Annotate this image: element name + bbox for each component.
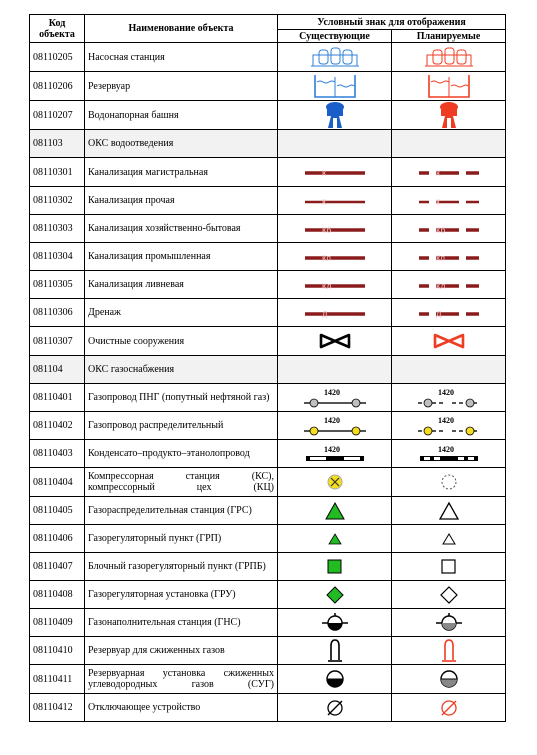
sewer-line-planned — [392, 299, 506, 327]
sewer-line-planned — [392, 271, 506, 299]
water-tower-icon-planned — [392, 101, 506, 130]
object-code: 08110303 — [30, 215, 85, 243]
gas-pipe-dist-planned — [392, 412, 506, 440]
rows-body — [30, 43, 506, 722]
object-name: Очистные сооружения — [85, 327, 278, 356]
table-row — [30, 694, 506, 722]
object-code: 08110304 — [30, 243, 85, 271]
gns-icon-existing — [278, 609, 392, 637]
object-code: 08110406 — [30, 525, 85, 553]
empty-symbol-cell — [278, 130, 392, 158]
table-row — [30, 525, 506, 553]
planned-header: Планируемые — [392, 30, 506, 43]
svg-text:К: К — [435, 169, 441, 178]
table-row — [30, 637, 506, 665]
symbol-header: Условный знак для отображения — [278, 15, 506, 30]
sug-icon-planned — [392, 665, 506, 694]
diamond-icon-existing — [278, 581, 392, 609]
object-code: 08110403 — [30, 440, 85, 468]
svg-text:1420: 1420 — [437, 387, 454, 397]
svg-text:Д: Д — [321, 309, 327, 319]
sewer-line-existing — [278, 299, 392, 327]
gas-pipe-dist-existing — [278, 412, 392, 440]
triangle-large-icon-planned — [392, 497, 506, 525]
svg-text:Кб: Кб — [321, 225, 331, 235]
shutoff-icon-planned — [392, 694, 506, 722]
section-row — [30, 356, 506, 384]
object-name: Канализация прочая — [85, 187, 278, 215]
object-code: 08110405 — [30, 497, 85, 525]
svg-text:Кл: Кл — [435, 281, 445, 291]
compressor-icon-planned — [392, 468, 506, 497]
table-row — [30, 497, 506, 525]
table-row — [30, 187, 506, 215]
table-row — [30, 468, 506, 497]
object-name: Блочный газорегуляторный пункт (ГРПБ) — [85, 553, 278, 581]
reservoir-icon-existing — [278, 72, 392, 101]
gas-pipe-png-existing — [278, 384, 392, 412]
sug-icon-existing — [278, 665, 392, 694]
triangle-small-icon-existing — [278, 525, 392, 553]
object-code: 08110410 — [30, 637, 85, 665]
svg-text:1420: 1420 — [323, 387, 340, 397]
table-row — [30, 72, 506, 101]
treatment-bowtie-icon-existing — [278, 327, 392, 356]
sewer-line-planned — [392, 158, 506, 187]
gas-pipe-png-planned — [392, 384, 506, 412]
object-name: Резервуар — [85, 72, 278, 101]
sewer-line-existing — [278, 271, 392, 299]
object-name: Газорегуляторная установка (ГРУ) — [85, 581, 278, 609]
object-code: 08110305 — [30, 271, 85, 299]
table-row — [30, 101, 506, 130]
code-header: Код объекта — [30, 15, 85, 43]
object-name: Резервуар для сжиженных газов — [85, 637, 278, 665]
sewer-line-existing — [278, 158, 392, 187]
object-name: Отключающее устройство — [85, 694, 278, 722]
table-row — [30, 243, 506, 271]
object-code: 08110205 — [30, 43, 85, 72]
object-name: Газорегуляторный пункт (ГРП) — [85, 525, 278, 553]
empty-symbol-cell — [278, 356, 392, 384]
object-name: Канализация магистральная — [85, 158, 278, 187]
object-code: 08110207 — [30, 101, 85, 130]
water-tower-icon-existing — [278, 101, 392, 130]
table-row — [30, 553, 506, 581]
object-code: 08110412 — [30, 694, 85, 722]
sewer-line-planned — [392, 215, 506, 243]
object-name: Насосная станция — [85, 43, 278, 72]
object-name: ОКС газоснабжения — [85, 356, 278, 384]
object-name: Газопровод распределительный — [85, 412, 278, 440]
table-row — [30, 299, 506, 327]
svg-text:К: К — [321, 197, 327, 207]
object-name: ОКС водоотведения — [85, 130, 278, 158]
reservoir-icon-planned — [392, 72, 506, 101]
svg-text:1420: 1420 — [437, 444, 454, 454]
square-icon-existing — [278, 553, 392, 581]
gns-icon-planned — [392, 609, 506, 637]
section-row — [30, 130, 506, 158]
sewer-line-thin-existing — [278, 187, 392, 215]
svg-text:Кп: Кп — [435, 253, 445, 263]
sewer-line-planned — [392, 243, 506, 271]
table-row — [30, 581, 506, 609]
sewer-line-existing — [278, 215, 392, 243]
object-code: 08110306 — [30, 299, 85, 327]
object-code: 081103 — [30, 130, 85, 158]
svg-text:Кп: Кп — [321, 253, 331, 263]
table-row — [30, 412, 506, 440]
sewer-line-existing — [278, 243, 392, 271]
table-row — [30, 327, 506, 356]
svg-text:1420: 1420 — [323, 415, 340, 425]
object-name: Канализация ливневая — [85, 271, 278, 299]
object-code: 08110302 — [30, 187, 85, 215]
object-code: 08110402 — [30, 412, 85, 440]
object-code: 08110206 — [30, 72, 85, 101]
table-row — [30, 609, 506, 637]
table-row — [30, 158, 506, 187]
condensate-pipe-existing — [278, 440, 392, 468]
symbols-table — [29, 14, 506, 722]
square-icon-planned — [392, 553, 506, 581]
table-row — [30, 665, 506, 694]
object-name: Газопровод ПНГ (попутный нефтяной газ) — [85, 384, 278, 412]
table-row — [30, 43, 506, 72]
svg-text:1420: 1420 — [323, 444, 340, 454]
svg-text:Кб: Кб — [435, 225, 445, 235]
table-row — [30, 215, 506, 243]
object-name: Канализация промышленная — [85, 243, 278, 271]
name-header: Наименование объекта — [85, 15, 278, 43]
object-name: Водонапорная башня — [85, 101, 278, 130]
compressor-icon-existing — [278, 468, 392, 497]
svg-text:Д: Д — [435, 309, 441, 319]
object-code: 081104 — [30, 356, 85, 384]
object-name: Резервуарная установка сжиженных углеводородных газов (СУГ) — [85, 665, 278, 694]
svg-text:1420: 1420 — [437, 415, 454, 425]
shutoff-icon-existing — [278, 694, 392, 722]
existing-header: Существующие — [278, 30, 392, 43]
object-name: Канализация хозяйственно-бытовая — [85, 215, 278, 243]
object-name: Газораспределительная станция (ГРС) — [85, 497, 278, 525]
svg-text:Кл: Кл — [321, 281, 331, 291]
object-code: 08110411 — [30, 665, 85, 694]
object-code: 08110409 — [30, 609, 85, 637]
object-code: 08110307 — [30, 327, 85, 356]
object-name: Газонаполнительная станция (ГНС) — [85, 609, 278, 637]
svg-text:К: К — [321, 169, 327, 178]
pump-station-icon-existing — [278, 43, 392, 72]
table-row — [30, 440, 506, 468]
triangle-large-icon-existing — [278, 497, 392, 525]
svg-text:К: К — [435, 197, 441, 207]
triangle-small-icon-planned — [392, 525, 506, 553]
object-code: 08110408 — [30, 581, 85, 609]
object-code: 08110404 — [30, 468, 85, 497]
table-row — [30, 384, 506, 412]
object-name: Дренаж — [85, 299, 278, 327]
empty-symbol-cell — [392, 356, 506, 384]
diamond-icon-planned — [392, 581, 506, 609]
object-name: Конденсато–продукто–этанолопровод — [85, 440, 278, 468]
object-name: Компрессорная станция (КС), компрессорный цех (КЦ) — [85, 468, 278, 497]
table-row — [30, 271, 506, 299]
object-code: 08110301 — [30, 158, 85, 187]
sewer-line-thin-planned — [392, 187, 506, 215]
object-code: 08110407 — [30, 553, 85, 581]
pump-station-icon-planned — [392, 43, 506, 72]
lpg-tank-icon-planned — [392, 637, 506, 665]
lpg-tank-icon-existing — [278, 637, 392, 665]
object-code: 08110401 — [30, 384, 85, 412]
condensate-pipe-planned — [392, 440, 506, 468]
treatment-bowtie-icon-planned — [392, 327, 506, 356]
empty-symbol-cell — [392, 130, 506, 158]
